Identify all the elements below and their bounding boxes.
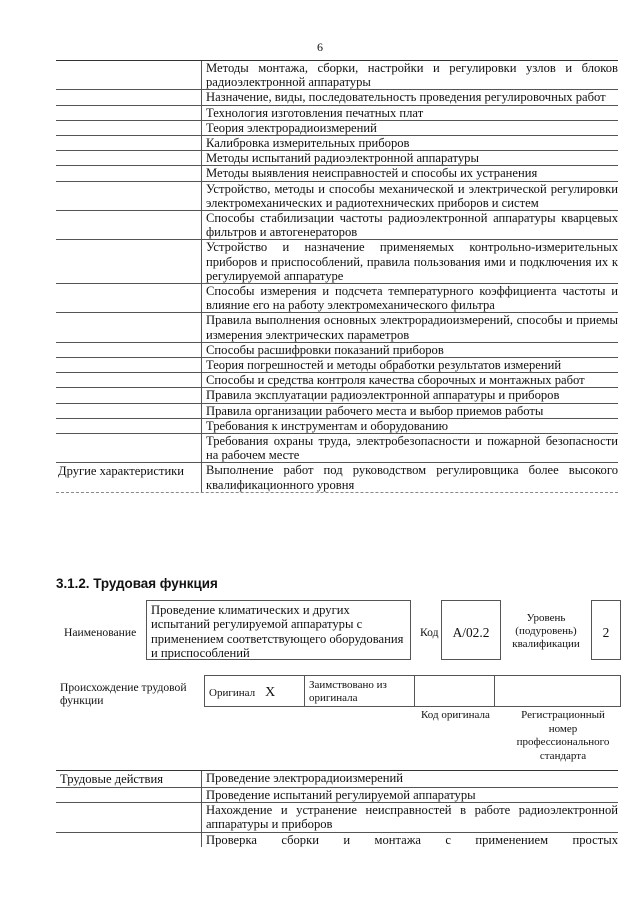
original-code-caption: Код оригинала xyxy=(421,709,490,721)
knowledge-item: Методы испытаний радиоэлектронной аппаратуры xyxy=(206,151,479,166)
registration-number-cell xyxy=(495,676,620,706)
other-characteristics-value: Выполнение работ под руководством регулировщика более высокого квалификационного уровня xyxy=(206,463,618,492)
code-label: Код xyxy=(420,626,439,639)
origin-label: Происхождение трудовой функции xyxy=(60,681,187,707)
registration-number-caption: Регистрационный номер профессионального стандарта xyxy=(516,709,610,762)
page-number: 6 xyxy=(317,40,323,54)
knowledge-item: Технология изготовления печатных плат xyxy=(206,105,424,120)
action-item: Проведение испытаний регулируемой аппаратуры xyxy=(206,788,476,802)
knowledge-item: Методы выявления неисправностей и способы их устранения xyxy=(206,166,538,181)
knowledge-item: Способы расшифровки показаний приборов xyxy=(206,342,444,357)
knowledge-item: Правила организации рабочего места и выбор приемов работы xyxy=(206,403,544,418)
origin-table xyxy=(204,675,621,707)
original-cell xyxy=(205,676,305,706)
action-item: Нахождение и устранение неисправностей в работе радиоэлектронной аппаратуры и приборов xyxy=(206,803,618,832)
knowledge-item: Требования охраны труда, электробезопасности и пожарной безопасности на рабочем месте xyxy=(206,434,618,463)
action-item: Проведение электрорадиоизмерений xyxy=(206,771,403,785)
action-item: Проверка сборки и монтажа с применением простых xyxy=(206,832,618,847)
knowledge-item: Устройство, методы и способы механической и электрической регулировки электромеханических и радиотехнических приборов и систем xyxy=(206,181,618,210)
knowledge-item: Способы стабилизации частоты радиоэлектронной аппаратуры кварцевых фильтров и автогенераторов xyxy=(206,211,618,240)
actions-label: Трудовые действия xyxy=(56,771,202,787)
knowledge-item: Устройство и назначение применяемых контрольно-измерительных приборов и приспособлений, правила пользования ими и подключения их к регулируемой аппаратуре xyxy=(206,240,618,283)
knowledge-item: Требования к инструментам и оборудованию xyxy=(206,418,448,433)
original-label: Оригинал xyxy=(209,687,256,699)
knowledge-item: Правила выполнения основных электрорадиоизмерений, способы и приемы измерения электрических параметров xyxy=(206,313,618,342)
name-label: Наименование xyxy=(64,626,137,639)
knowledge-item: Методы монтажа, сборки, настройки и регулировки узлов и блоков радиоэлектронной аппаратуры xyxy=(206,61,618,90)
knowledge-item: Правила эксплуатации радиоэлектронной аппаратуры и приборов xyxy=(206,388,560,403)
knowledge-item: Способы и средства контроля качества сборочных и монтажных работ xyxy=(206,373,585,388)
section-heading: 3.1.2. Трудовая функция xyxy=(56,576,218,591)
original-mark: X xyxy=(265,685,276,700)
other-characteristics-label: Другие характеристики xyxy=(56,463,202,491)
function-name: Проведение климатических и других испытаний регулируемой аппаратуры с применением соответствующего оборудования и приспособлений xyxy=(146,600,411,660)
knowledge-item: Теория электрорадиоизмерений xyxy=(206,120,377,135)
level-label: Уровень (подуровень) квалификации xyxy=(512,612,580,650)
knowledge-item: Калибровка измерительных приборов xyxy=(206,136,410,151)
original-code-cell xyxy=(415,676,495,706)
qualification-level: 2 xyxy=(591,600,621,660)
borrowed-label: Заимствовано из оригинала xyxy=(305,676,415,706)
knowledge-item: Способы измерения и подсчета температурного коэффициента частоты и влияние его на работу электромеханического фильтра xyxy=(206,284,618,313)
knowledge-item: Теория погрешностей и методы обработки результатов измерений xyxy=(206,358,562,373)
knowledge-table xyxy=(56,60,618,493)
knowledge-item: Назначение, виды, последовательность проведения регулировочных работ xyxy=(206,90,606,105)
actions-table xyxy=(56,770,618,847)
function-code: А/02.2 xyxy=(441,600,501,660)
